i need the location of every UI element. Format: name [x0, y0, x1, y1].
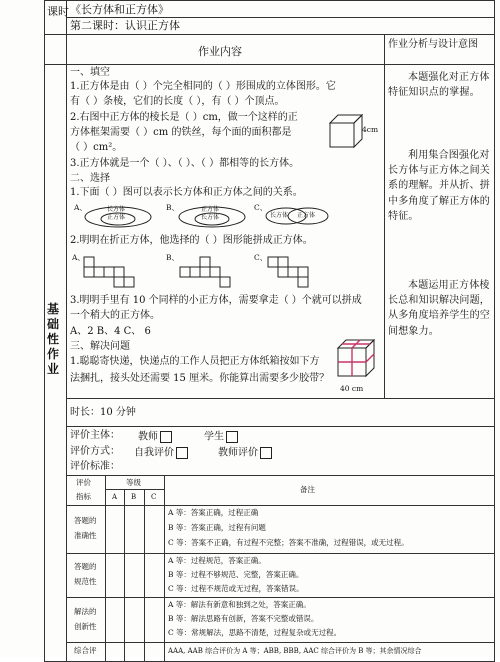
choice-q3-options: A、2 B、4 C、 6 [70, 326, 151, 337]
fill-q3: 3.正方体就是一个（ ）、（ ）、（ ）都相等的长方体。 [70, 158, 300, 169]
venn-b-inner-text: 长方体 [201, 214, 220, 221]
lesson-title: 第二课时：认识正方体 [70, 19, 180, 32]
net-a-label: A、 [72, 253, 85, 262]
rubric-final-label: 综合评 [74, 646, 97, 655]
duration-text: 时长：10 分钟 [70, 407, 136, 418]
net-b-label: B、 [166, 253, 180, 262]
col-analysis-header: 作业分析与设计意图 [388, 39, 478, 50]
cube-edge-label: 4cm [362, 125, 379, 134]
rubric-row-note: A 等：答案正确，过程正确 [168, 508, 259, 517]
venn-c-label: C、 [254, 203, 268, 212]
eval-self-option: 自我评价 [134, 447, 188, 459]
net-c-label: C、 [254, 253, 268, 262]
rubric-row-name: 答题的 [74, 516, 97, 525]
rubric-header-note: 备注 [300, 485, 315, 494]
fill-q2-line2: 方体框架需要（ ）cm 的铁丝，每个面的面积都是 [70, 127, 292, 138]
venn-b-label: B、 [166, 203, 180, 212]
choice-section-title: 二、选择 [70, 173, 110, 184]
solve-q1-line1: 1.聪聪寄快递，快递点的工作人员把正方体纸箱按如下方 [70, 356, 320, 367]
cube-net-b [180, 257, 242, 289]
rubric-header-c: C [151, 493, 157, 501]
rubric-row-name: 创新性 [74, 622, 97, 631]
self-eval-checkbox[interactable] [176, 447, 188, 459]
fill-q2-line1: 2.右图中正方体的棱长是（ ）cm，做一个这样的正 [70, 112, 298, 123]
col-content-header: 作业内容 [198, 45, 242, 58]
solve-q1-line2: 法捆扎，接头处还需要 15 厘米。你能算出需要多少胶带？ [70, 373, 330, 384]
cube-net-a [84, 257, 146, 289]
eval-student-option: 学生 [204, 431, 238, 443]
analysis-note-1: 本题强化对正方体特征知识点的掌握。 [388, 72, 490, 99]
fill-section-title: 一、填空 [70, 67, 110, 78]
parcel-box-figure [336, 338, 380, 386]
rubric-header-a: A [112, 493, 118, 501]
eval-standard-label: 评价标准： [70, 461, 120, 472]
eval-teacher-method-option: 教师评价 [218, 447, 272, 459]
fill-q2-line3: （ ）cm²。 [70, 142, 123, 153]
solve-section-title: 三、解决问题 [70, 341, 130, 352]
rubric-row-note: C 等：常规解法，思路不清楚，过程复杂或无过程。 [168, 628, 342, 637]
eval-subject-label: 评价主体： [70, 430, 120, 441]
rubric-header-eval: 评价 [76, 478, 91, 487]
keshi-label: 课时 [47, 5, 69, 18]
rubric-row-note: B 等：答案正确，过程有问题 [168, 523, 266, 532]
teacher-checkbox[interactable] [160, 431, 172, 443]
venn-c-right-text: 正方体 [297, 212, 316, 219]
rubric-row-name: 准确性 [74, 531, 97, 540]
venn-a-inner-text: 正方体 [107, 214, 126, 221]
rubric-header-indicator: 指标 [76, 492, 91, 501]
teacher-eval-checkbox[interactable] [260, 447, 272, 459]
rubric-row-name: 答题的 [74, 562, 97, 571]
rubric-row-name: 规范性 [74, 577, 97, 586]
venn-c-left-text: 长方体 [270, 212, 289, 219]
eval-method-label: 评价方式： [70, 446, 120, 457]
rubric-row-note: A 等：过程规范，答案正确。 [168, 556, 266, 565]
cube-net-c [268, 257, 330, 289]
rubric-row-note: C 等：过程不规范或无过程，答案错误。 [168, 584, 304, 593]
homework-type-label: 基础性作业 [47, 302, 60, 376]
parcel-box-label: 40 cm [340, 384, 364, 393]
rubric-header-level: 等级 [126, 478, 141, 487]
fill-q1-line1: 1.正方体是由（ ）个完全相同的（ ）形围成的立体图形。它 [70, 81, 336, 92]
choice-q3-line2: 一个稍大的正方体。 [70, 310, 160, 321]
venn-a-label: A、 [74, 203, 87, 212]
student-checkbox[interactable] [226, 431, 238, 443]
rubric-row-name: 解法的 [74, 607, 97, 616]
choice-q1: 1.下面（ ）图可以表示长方体和正方体之间的关系。 [70, 187, 303, 198]
rubric-row-note: B 等：过程不够规范、完整，答案正确。 [168, 570, 304, 579]
rubric-final-note: AAA, AAB 综合评价为 A 等；ABB, BBB, AAC 综合评价为 B 等；其余情况综合 [168, 647, 422, 655]
rubric-row-note: A 等：解法有新意和独到之处，答案正确。 [168, 600, 311, 609]
rubric-row-note: C 等：答案不正确，有过程不完整；答案不准确，过程错误，或无过程。 [168, 538, 409, 547]
rubric-row-note: B 等：解法思路有创新，答案不完整或错误。 [168, 614, 319, 623]
choice-q3-line1: 3.明明手里有 10 个同样的小正方体，需要拿走（ ）个就可以拼成 [70, 295, 362, 306]
unit-title: 《长方体和正方体》 [70, 3, 169, 16]
analysis-note-2: 利用集合图强化对长方体与正方体之间关系的理解。并从折、拼中多角度了解正方体的特征。 [388, 150, 490, 222]
venn-b-outer-text: 正方体 [201, 206, 220, 213]
venn-a-outer-text: 长方体 [107, 206, 126, 213]
choice-q2: 2.明明在折正方体，他选择的（ ）图形能拼成正方体。 [70, 235, 313, 246]
rubric-header-b: B [131, 493, 137, 501]
analysis-note-3: 本题运用正方体棱长总和知识解决问题，从多角度培养学生的空间想象力。 [388, 280, 490, 337]
eval-teacher-option: 教师 [138, 431, 172, 443]
fill-q1-line2: 有（ ）条棱，它们的长度（ ），有（ ）个顶点。 [70, 96, 285, 107]
